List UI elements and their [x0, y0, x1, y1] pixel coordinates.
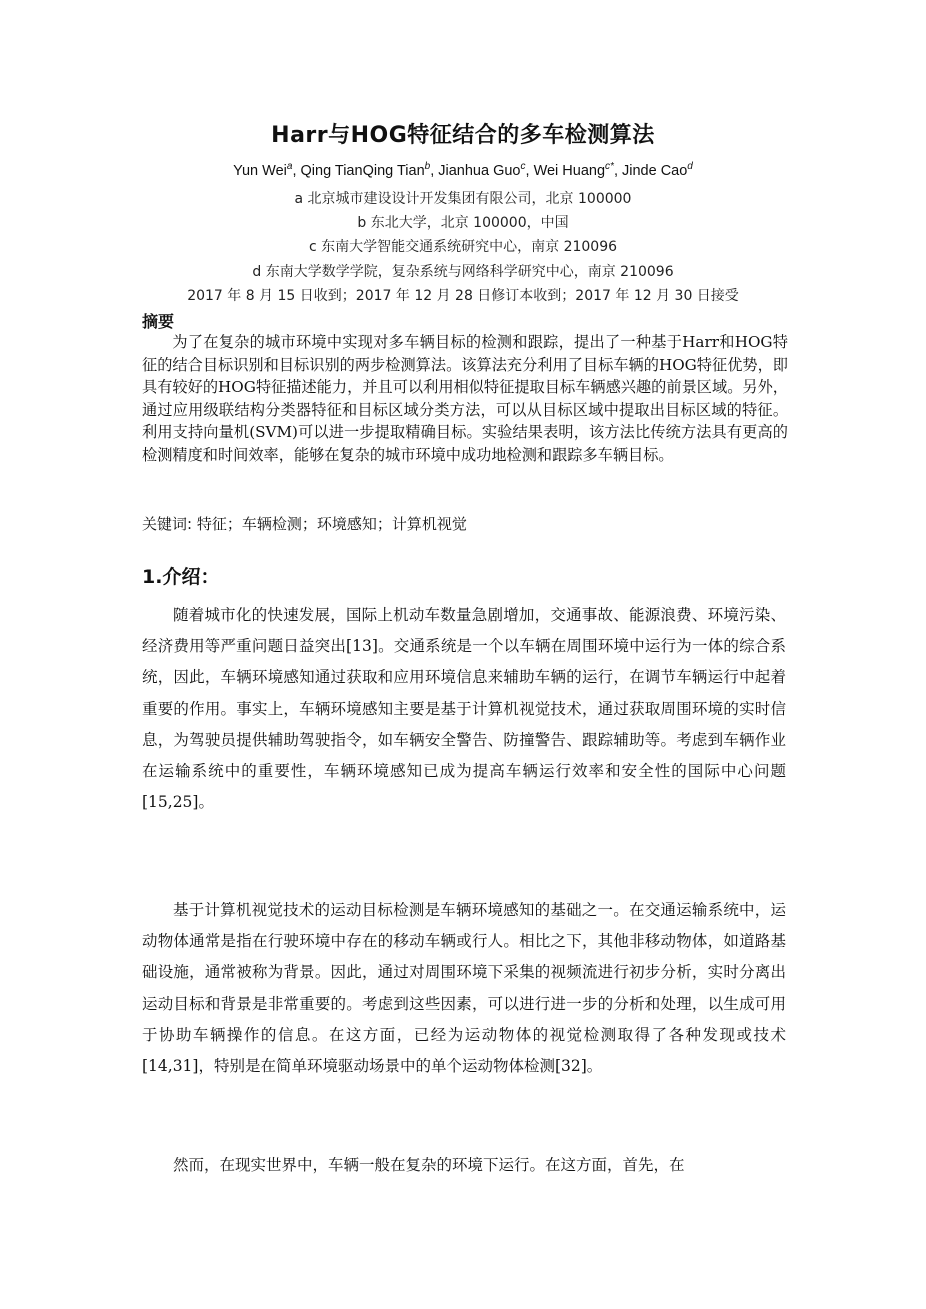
author-separator: , — [613, 162, 622, 179]
author-name: Jianhua Guo — [438, 162, 521, 179]
affiliation-mark: b — [424, 161, 431, 172]
affiliation-a: a 北京城市建设设计开发集团有限公司，北京 100000 — [294, 191, 632, 207]
author-separator: , — [430, 162, 439, 179]
affiliation-mark: a — [286, 161, 293, 172]
paper-title: Harr与HOG特征结合的多车检测算法 — [271, 123, 655, 148]
received-dates: 2017 年 8 月 15 日收到；2017 年 12 月 28 日修订本收到；2017 年 12 月 30 日接受 — [187, 288, 739, 304]
keywords-text: : 特征；车辆检测；环境感知；计算机视觉 — [187, 515, 467, 533]
affiliation-mark: c* — [605, 161, 614, 172]
keywords-line — [142, 513, 467, 534]
affiliation-c: c 东南大学智能交通系统研究中心，南京 210096 — [308, 239, 618, 255]
author-name: Wei Huang — [533, 162, 606, 179]
affiliation-d: d 东南大学数学学院，复杂系统与网络科学研究中心，南京 210096 — [252, 264, 674, 280]
keywords-label: 关键词 — [142, 515, 188, 533]
author-separator: , — [525, 162, 534, 179]
author-name: Jinde Cao — [622, 162, 688, 179]
author-list — [0, 161, 926, 179]
author-name: Qing TianQing Tian — [300, 162, 425, 179]
author-separator: , — [292, 162, 301, 179]
body-paragraph: 然而，在现实世界中，车辆一般在复杂的环境下运行。在这方面，首先，在 — [173, 1156, 685, 1174]
affiliation-mark: c — [520, 161, 526, 172]
author-name: Yun Wei — [233, 162, 287, 179]
affiliation-mark: d — [687, 161, 693, 172]
body-paragraph: 随着城市化的快速发展，国际上机动车数量急剧增加，交通事故、能源浪费、环境污染、经济费用等严重问题日益突出[13]。交通系统是一个以车辆在周围环境中运行为一体的综合系统，因此，车辆环境感知通过获取和应用环境信息来辅助车辆的运行，在调节车辆运行中起着重要的作用。事实上，车辆环境感知主要是基于计算机视觉技术，通过获取周围环境的实时信息，为驾驶员提供辅助驾驶指令，如车辆安全警告、防撞警告、跟踪辅助等。考虑到车辆作业在运输系统中的重要性，车辆环境感知已成为提高车辆运行效率和安全性的国际中心问题[15,25]。 — [142, 606, 786, 812]
affiliation-b: b 东北大学，北京 100000，中国 — [357, 215, 569, 231]
body-paragraph: 基于计算机视觉技术的运动目标检测是车辆环境感知的基础之一。在交通运输系统中，运动物体通常是指在行驶环境中存在的移动车辆或行人。相比之下，其他非移动物体，如道路基础设施，通常被称为背景。因此，通过对周围环境下采集的视频流进行初步分析，实时分离出运动目标和背景是非常重要的。考虑到这些因素，可以进行进一步的分析和处理，以生成可用于协助车辆操作的信息。在这方面，已经为运动物体的视觉检测取得了各种发现或技术[14,31]，特别是在简单环境驱动场景中的单个运动物体检测[32]。 — [142, 901, 786, 1076]
abstract-heading: 摘要 — [142, 312, 175, 331]
section-heading: 1.介绍： — [142, 566, 220, 588]
abstract-text: 为了在复杂的城市环境中实现对多车辆目标的检测和跟踪，提出了一种基于Harr和HOG特征的结合目标识别和目标识别的两步检测算法。该算法充分利用了目标车辆的HOG特征优势，即具有较好的HOG特征描述能力，并且可以利用相似特征提取目标车辆感兴趣的前景区域。另外，通过应用级联结构分类器特征和目标区域分类方法，可以从目标区域中提取出目标区域的特征。利用支持向量机(SVM)可以进一步提取精确目标。实验结果表明，该方法比传统方法具有更高的检测精度和时间效率，能够在复杂的城市环境中成功地检测和跟踪多车辆目标。 — [142, 333, 788, 464]
